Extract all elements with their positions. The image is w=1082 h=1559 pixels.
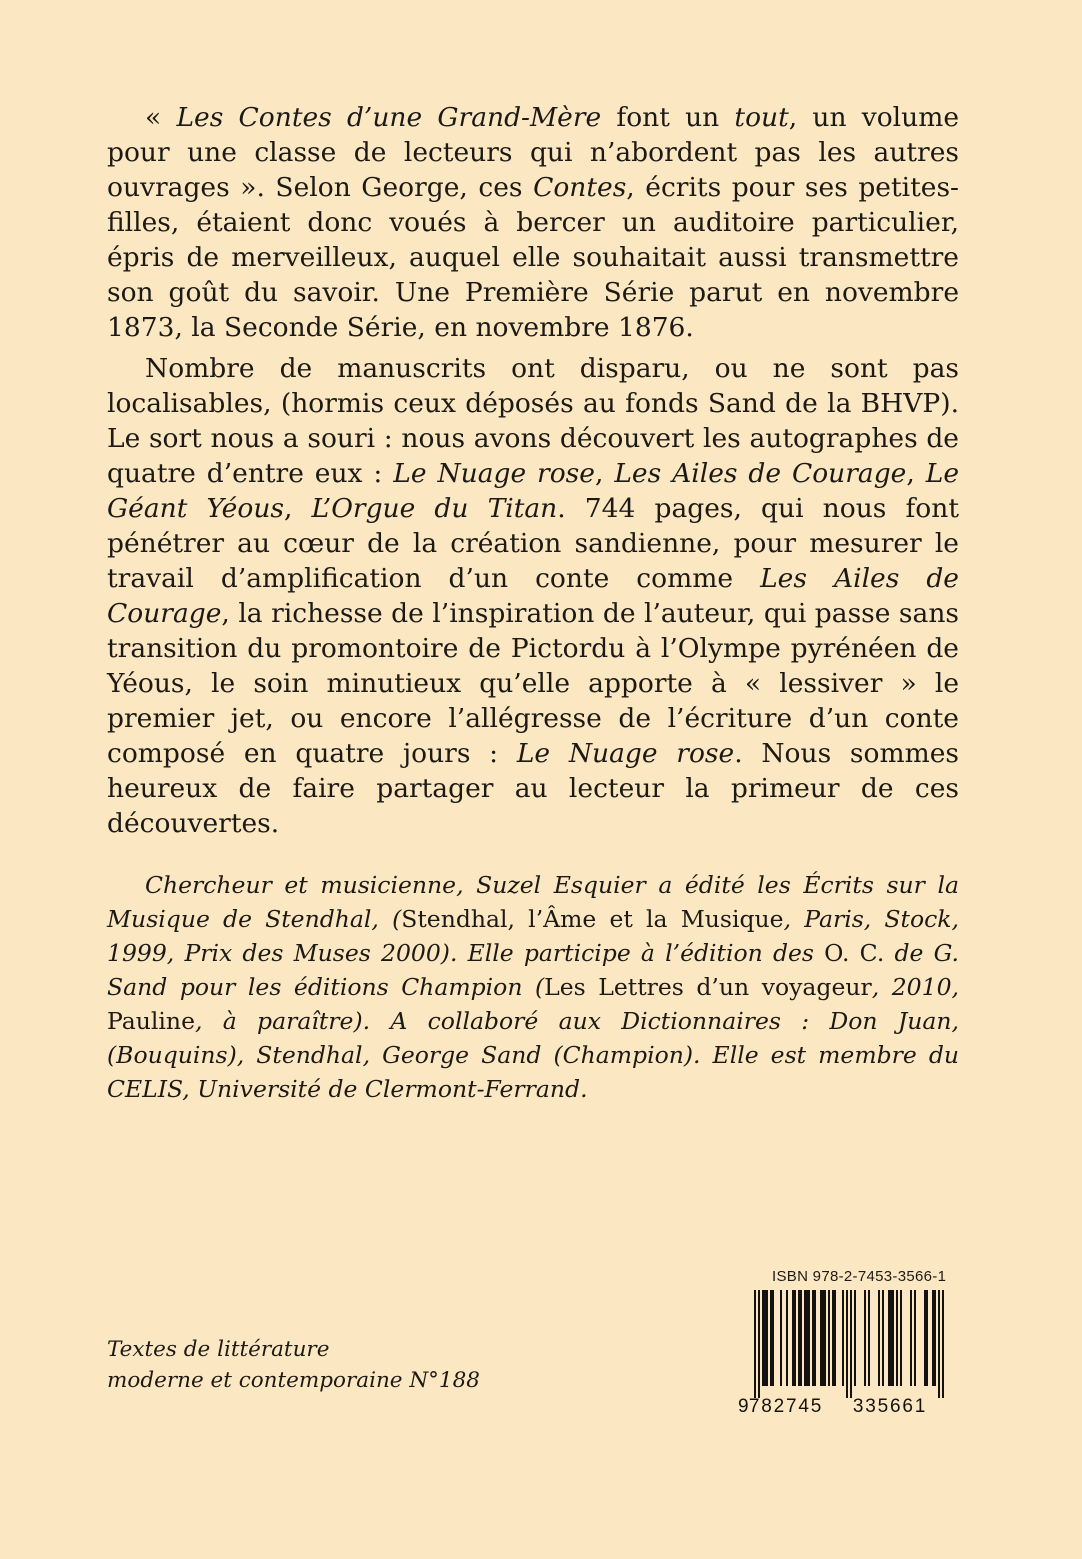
barcode-graphic (736, 1290, 952, 1416)
series-line-2: moderne et contemporaine N°188 (107, 1368, 480, 1393)
barcode-bar (910, 1290, 912, 1386)
barcode-bar (854, 1290, 856, 1386)
barcode-bars (754, 1290, 944, 1398)
barcode-bar (934, 1290, 936, 1386)
barcode-bar (864, 1290, 866, 1386)
barcode-bar (868, 1290, 870, 1386)
barcode-bar (786, 1290, 788, 1386)
barcode-bar (798, 1290, 800, 1386)
barcode-bar (932, 1290, 934, 1386)
barcode-bar (770, 1290, 772, 1386)
barcode-left-digits: 782745 (748, 1396, 824, 1416)
barcode-guard-bar (758, 1290, 760, 1398)
barcode-bar (808, 1290, 810, 1386)
series-info (107, 1334, 480, 1396)
barcode-bar (842, 1290, 844, 1386)
barcode-bar (800, 1290, 802, 1386)
barcode-bar (764, 1290, 766, 1386)
author-bio (107, 868, 959, 1106)
barcode-bar (896, 1290, 898, 1386)
barcode-bar (820, 1290, 822, 1386)
blurb (107, 100, 959, 841)
barcode-guard-bar (850, 1290, 852, 1398)
barcode-bar (926, 1290, 928, 1386)
barcode-bar (878, 1290, 880, 1386)
barcode-right-digits: 335661 (852, 1396, 928, 1416)
barcode-bar (824, 1290, 826, 1386)
barcode-bar (892, 1290, 894, 1386)
barcode-bar (772, 1290, 774, 1386)
barcode-bar (834, 1290, 836, 1386)
barcode-bar (890, 1290, 892, 1386)
barcode-first-digit: 9 (738, 1396, 749, 1416)
barcode-bar (914, 1290, 916, 1386)
barcode-bar (766, 1290, 768, 1386)
isbn-barcode (736, 1268, 952, 1416)
barcode-bar (888, 1290, 890, 1386)
barcode-bar (812, 1290, 814, 1386)
blurb-paragraph-2: Nombre de manuscrits ont disparu, ou ne sont pas localisables, (hormis ceux déposés au fonds Sand de la BHVP). Le sort nous a souri : nous avons découvert les autographes de quatre d’entre eux : Le Nuage rose, Les Ailes de Courage, Le Géant Yéous, L’Orgue du Titan. 744 pages, qui nous font pénétrer au cœur de la création sandienne, pour mesurer le travail d’amplification d’un conte comme Les Ailes de Courage, la richesse de l’inspiration de l’auteur, qui passe sans transition du promontoire de Pictordu à l’Olympe pyrénéen de Yéous, le soin minutieux qu’elle apporte à « lessiver » le premier jet, ou encore l’allégresse de l’écriture d’un conte composé en quatre jours : Le Nuage rose. Nous sommes heureux de faire partager au lecteur la primeur de ces découvertes. (107, 353, 960, 839)
barcode-bar (822, 1290, 824, 1386)
barcode-bar (814, 1290, 816, 1386)
barcode-bar (924, 1290, 926, 1386)
barcode-guard-bar (938, 1290, 940, 1398)
barcode-bar (792, 1290, 794, 1386)
author-bio-paragraph: Chercheur et musicienne, Suzel Esquier a édité les Écrits sur la Musique de Stendhal, (Stendhal, l’Âme et la Musique, Paris, Stock, 1999, Prix des Muses 2000). Elle participe à l’édition des O. C. de G. Sand pour les éditions Champion (Les Lettres d’un voyageur, 2010, Pauline, à paraître). A collaboré aux Dictionnaires : Don Juan, (Bouquins), Stendhal, George Sand (Champion). Elle est membre du CELIS, Université de Clermont-Ferrand. (107, 871, 960, 1103)
barcode-bar (762, 1290, 764, 1386)
barcode-bar (806, 1290, 808, 1386)
barcode-bar (804, 1290, 806, 1386)
isbn-label: ISBN 978-2-7453-3566-1 (772, 1268, 947, 1285)
series-line-1: Textes de littérature (107, 1337, 330, 1362)
barcode-bar (882, 1290, 884, 1386)
blurb-paragraph-1: « Les Contes d’une Grand-Mère font un tout, un volume pour une classe de lecteurs qui n’abordent pas les autres ouvrages ». Selon George, ces Contes, écrits pour ses petites-filles, étaient donc voués à bercer un auditoire particulier, épris de merveilleux, auquel elle souhaitait aussi transmettre son goût du savoir. Une Première Série parut en novembre 1873, la Seconde Série, en novembre 1876. (107, 102, 960, 343)
barcode-bar (794, 1290, 796, 1386)
barcode-bar (828, 1290, 830, 1386)
barcode-bar (900, 1290, 902, 1386)
barcode-bar (832, 1290, 834, 1386)
barcode-bar (780, 1290, 782, 1386)
barcode-guard-bar (754, 1290, 756, 1398)
barcode-guard-bar (942, 1290, 944, 1398)
barcode-guard-bar (846, 1290, 848, 1398)
